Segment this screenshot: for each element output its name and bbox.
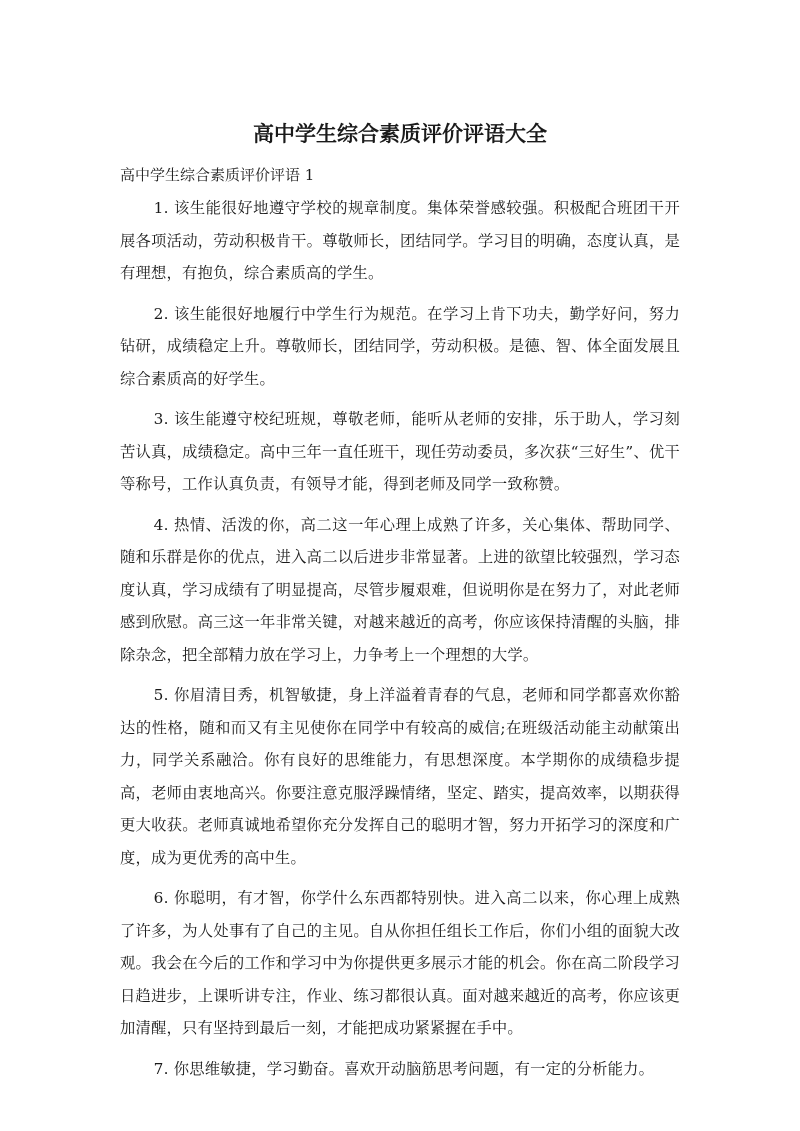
paragraph-1: 1. 该生能很好地遵守学校的规章制度。集体荣誉感较强。积极配合班团干开展各项活动，劳动积极肯干。尊敬师长，团结同学。学习目的明确，态度认真，是有理想，有抱负，综合素质高的学生。 — [120, 199, 680, 282]
paragraph-6: 6. 你聪明，有才智，你学什么东西都特别快。进入高二以来，你心理上成熟了许多，为人处事有了自己的主见。自从你担任组长工作后，你们小组的面貌大改观。我会在今后的工作和学习中为你提供更多展示才能的机会。你在高二阶段学习日趋进步，上课听讲专注，作业、练习都很认真。面对越来越近的高考，你应该更加清醒，只有坚持到最后一刻，才能把成功紧紧握在手中。 — [120, 889, 680, 1037]
paragraph-5: 5. 你眉清目秀，机智敏捷，身上洋溢着青春的气息，老师和同学都喜欢你豁达的性格，随和而又有主见使你在同学中有较高的威信;在班级活动能主动献策出力，同学关系融洽。你有良好的思维能力，有思想深度。本学期你的成绩稳步提高，老师由衷地高兴。你要注意克服浮躁情绪，坚定、踏实，提高效率，以期获得更大收获。老师真诚地希望你充分发挥自己的聪明才智，努力开拓学习的深度和广度，成为更优秀的高中生。 — [120, 686, 680, 867]
paragraph-4: 4. 热情、活泼的你，高二这一年心理上成熟了许多，关心集体、帮助同学、随和乐群是你的优点，进入高二以后进步非常显著。上进的欲望比较强烈，学习态度认真，学习成绩有了明显提高，尽管步履艰难，但说明你是在努力了，对此老师感到欣慰。高三这一年非常关键，对越来越近的高考，你应该保持清醒的头脑，排除杂念，把全部精力放在学习上，力争考上一个理想的大学。 — [120, 515, 680, 664]
paragraph-3: 3. 该生能遵守校纪班规，尊敬老师，能听从老师的安排，乐于助人，学习刻苦认真，成绩稳定。高中三年一直任班干，现任劳动委员，多次获“三好生”、优干等称号，工作认真负责，有领导才能，得到老师及同学一致称赞。 — [120, 410, 680, 493]
document-body — [120, 192, 680, 1093]
document-title: 高中学生综合素质评价评语大全 — [253, 122, 547, 146]
paragraph-7: 7. 你思维敏捷，学习勤奋。喜欢开动脑筋思考问题，有一定的分析能力。 — [153, 1059, 655, 1078]
paragraph-2: 2. 该生能很好地履行中学生行为规范。在学习上肯下功夫，勤学好问，努力钻研，成绩稳定上升。尊敬师长，团结同学，劳动积极。是德、智、体全面发展且综合素质高的好学生。 — [120, 304, 680, 388]
section-subtitle: 高中学生综合素质评价评语 1 — [120, 166, 315, 184]
